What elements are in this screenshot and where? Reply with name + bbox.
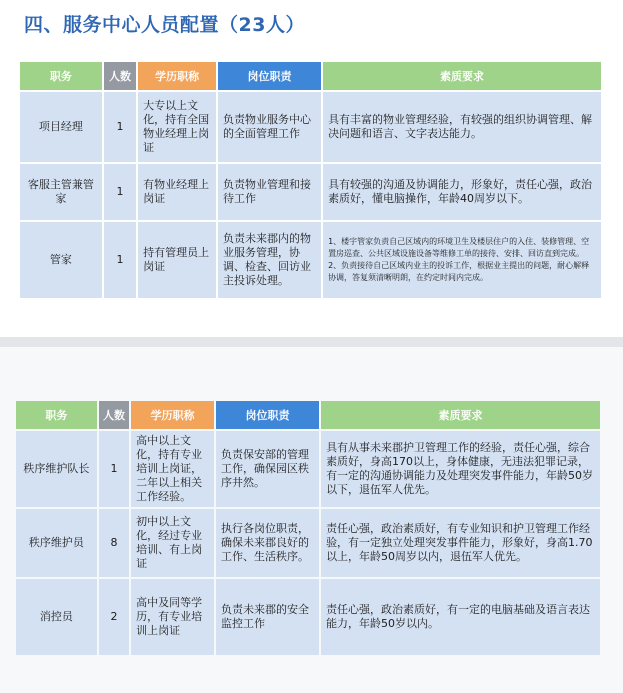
header-duty: 岗位职责 [216,401,319,429]
page-title: 四、服务中心人员配置（23人） [24,14,305,36]
cell-quality: 具有从事未来郡护卫管理工作的经验，责任心强，综合素质好，身高170以上，身体健康，无违法犯罪记录，有一定的沟通协调能力及处理突发事件能力，年龄50岁以下，退伍军人优先。 [321,431,600,507]
slide-top [0,0,623,337]
header-role: 职务 [20,62,102,90]
table-row [16,579,600,655]
cell-quality [323,222,601,298]
cell-education: 高中以上文化，持有专业培训上岗证，二年以上相关工作经验。 [131,431,214,507]
staffing-table-1 [18,60,603,300]
cell-role: 项目经理 [20,92,102,162]
header-role: 职务 [16,401,97,429]
slide-bottom [0,347,623,693]
cell-duty: 负责未来郡的安全监控工作 [216,579,319,655]
cell-education: 初中以上文化，经过专业培训、有上岗证 [131,509,214,577]
cell-count: 8 [99,509,129,577]
cell-role: 管家 [20,222,102,298]
table-row [16,431,600,507]
staffing-table-2 [14,399,602,657]
cell-education: 持有管理员上岗证 [138,222,216,298]
quality-item-1: 1、楼宇管家负责自己区域内的环境卫生及楼层住户的入住、装修管理、空置房巡查、公共区域设施设备等维修工单的接待、安排、回访直到完成。 [328,237,590,258]
header-quality: 素质要求 [321,401,600,429]
cell-duty: 执行各岗位职责，确保未来郡良好的工作、生活秩序。 [216,509,319,577]
cell-quality: 具有较强的沟通及协调能力，形象好，责任心强，政治素质好，懂电脑操作，年龄40周岁以下。 [323,164,601,220]
cell-count: 1 [99,431,129,507]
header-education: 学历职称 [138,62,216,90]
header-count: 人数 [99,401,129,429]
cell-count: 1 [104,222,136,298]
cell-role: 消控员 [16,579,97,655]
cell-duty: 负责保安部的管理工作，确保园区秩序井然。 [216,431,319,507]
cell-duty: 负责未来郡内的物业服务管理，协调、检查、回访业主投诉处理。 [218,222,321,298]
table-header-row [20,62,601,90]
cell-quality: 具有丰富的物业管理经验，有较强的组织协调管理、解决问题和语言、文字表达能力。 [323,92,601,162]
cell-role: 秩序维护队长 [16,431,97,507]
header-quality: 素质要求 [323,62,601,90]
cell-duty: 负责物业管理和接待工作 [218,164,321,220]
cell-education: 有物业经理上岗证 [138,164,216,220]
cell-education: 高中及同等学历，有专业培训上岗证 [131,579,214,655]
quality-item-2: 2、负责接待自己区域内业主的投诉工作，根据业主提出的问题，耐心解释协调，答复须清晰明朗，在约定时间内完成。 [328,261,590,282]
cell-role: 客服主管兼管家 [20,164,102,220]
cell-quality: 责任心强，政治素质好，有专业知识和护卫管理工作经验，有一定独立处理突发事件能力，形象好，身高1.70以上，年龄50周岁以内，退伍军人优先。 [321,509,600,577]
cell-duty: 负责物业服务中心的全面管理工作 [218,92,321,162]
table-row [20,164,601,220]
cell-count: 1 [104,92,136,162]
table-row [20,222,601,298]
table-header-row [16,401,600,429]
header-education: 学历职称 [131,401,214,429]
cell-role: 秩序维护员 [16,509,97,577]
header-duty: 岗位职责 [218,62,321,90]
cell-count: 2 [99,579,129,655]
header-count: 人数 [104,62,136,90]
cell-education: 大专以上文化，持有全国物业经理上岗证 [138,92,216,162]
cell-count: 1 [104,164,136,220]
table-row [20,92,601,162]
cell-quality: 责任心强，政治素质好，有一定的电脑基础及语言表达能力，年龄50岁以内。 [321,579,600,655]
table-row [16,509,600,577]
